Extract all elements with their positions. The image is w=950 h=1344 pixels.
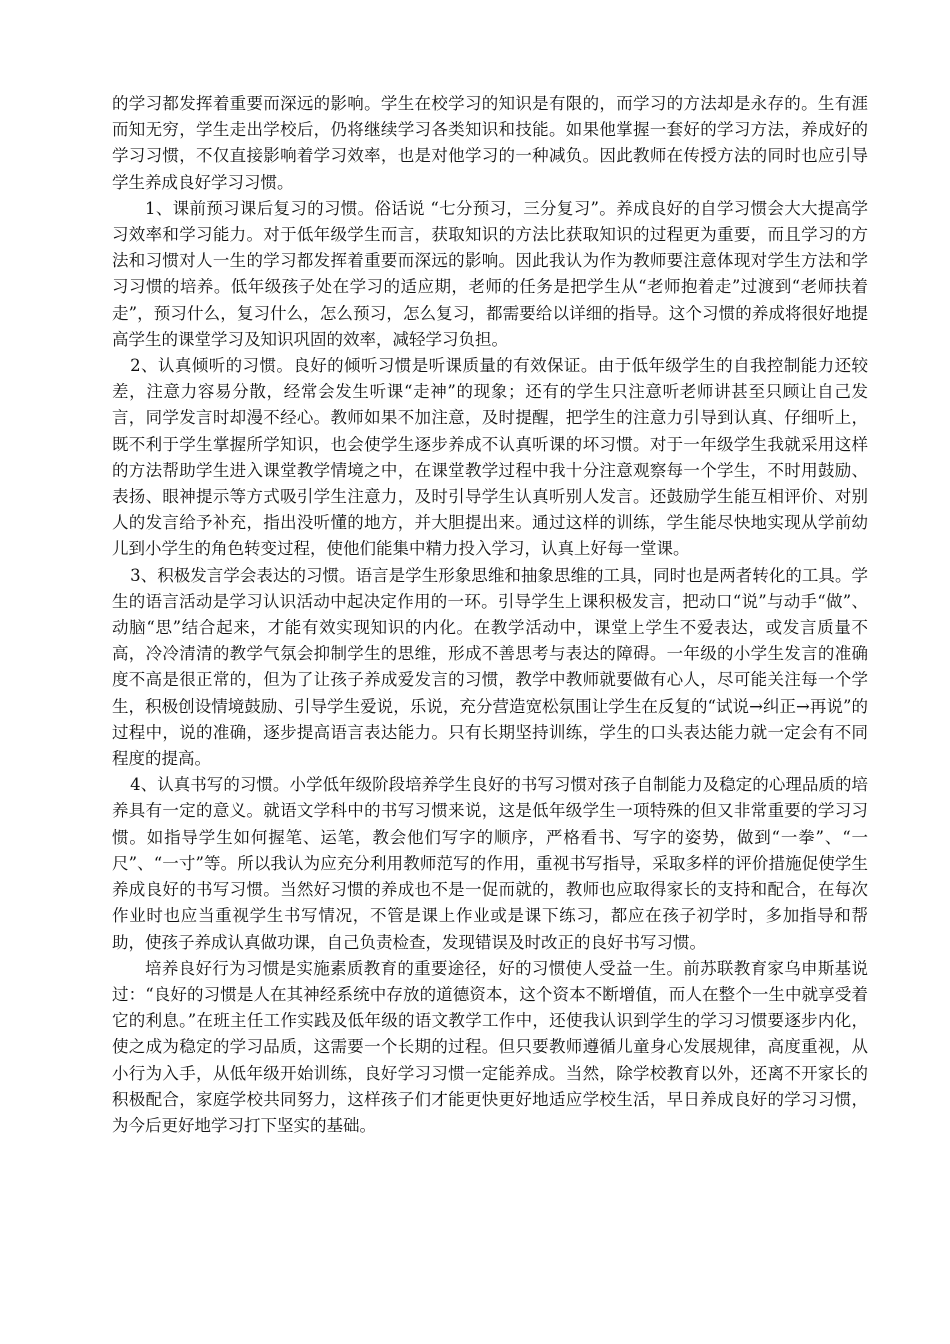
- paragraph-speaking-habit: 3、积极发言学会表达的习惯。语言是学生形象思维和抽象思维的工具，同时也是两者转化的工具。学生的语言活动是学习认识活动中起决定作用的一环。引导学生上课积极发言，把动口“说”与动手“做”、动脑“思”结合起来，才能有效实现知识的内化。在教学活动中，课堂上学生不爱表达，或发言质量不高，冷冷清清的教学气氛会抑制学生的思维，形成不善思考与表达的障碍。一年级的小学生发言的准确度不高是很正常的，但为了让孩子养成爱发言的习惯，教学中教师就要做有心人，尽可能关注每一个学生，积极创设情境鼓励、引导学生爱说，乐说，充分营造宽松氛围让学生在反复的“试说→纠正→再说”的过程中，说的准确，逐步提高语言表达能力。只有长期坚持训练，学生的口头表达能力就一定会有不同程度的提高。: [112, 565, 868, 769]
- paragraph-writing-habit: 4、认真书写的习惯。小学低年级阶段培养学生良好的书写习惯对孩子自制能力及稳定的心理品质的培养具有一定的意义。就语文学科中的书写习惯来说，这是低年级学生一项特殊的但又非常重要的学习习惯。如指导学生如何握笔、运笔，教会他们写字的顺序，严格看书、写字的姿势，做到“一拳”、“一尺”、“一寸”等。所以我认为应充分利用教师范写的作用，重视书写指导，采取多样的评价措施促使学生养成良好的书写习惯。当然好习惯的养成也不是一促而就的，教师也应取得家长的支持和配合，在每次作业时也应当重视学生书写情况，不管是课上作业或是课下练习，都应在孩子初学时，多加指导和帮助，使孩子养成认真做功课，自己负责检查，发现错误及时改正的良好书写习惯。: [112, 775, 868, 952]
- paragraph-preview-review-habit: 1、课前预习课后复习的习惯。俗话说 “七分预习，三分复习”。养成良好的自学习惯会大大提高学习效率和学习能力。对于低年级学生而言，获取知识的方法比获取知识的过程更为重要，而且学习的方法和习惯对人一生的学习都发挥着重要而深远的影响。因此我认为作为教师要注意体现对学生方法和学习习惯的培养。低年级孩子处在学习的适应期，老师的任务是把学生从“老师抱着走”过渡到“老师扶着走”，预习什么，复习什么，怎么预习，怎么复习，都需要给以详细的指导。这个习惯的养成将很好地提高学生的课堂学习及知识巩固的效率，减轻学习负担。: [112, 198, 868, 349]
- document-page: [112, 91, 868, 1139]
- paragraph-intro-continuation: 的学习都发挥着重要而深远的影响。学生在校学习的知识是有限的，而学习的方法却是永存的。生有涯而知无穷，学生走出学校后，仍将继续学习各类知识和技能。如果他掌握一套好的学习方法，养成好的学习习惯，不仅直接影响着学习效率，也是对他学习的一种减负。因此教师在传授方法的同时也应引导学生养成良好学习习惯。: [112, 94, 868, 192]
- paragraph-listening-habit: 2、认真倾听的习惯。良好的倾听习惯是听课质量的有效保证。由于低年级学生的自我控制能力还较差，注意力容易分散，经常会发生听课“走神”的现象；还有的学生只注意听老师讲甚至只顾让自己发言，同学发言时却漫不经心。教师如果不加注意，及时提醒，把学生的注意力引导到认真、仔细听上，既不利于学生掌握所学知识，也会使学生逐步养成不认真听课的坏习惯。对于一年级学生我就采用这样的方法帮助学生进入课堂教学情境之中，在课堂教学过程中我十分注意观察每一个学生，不时用鼓励、表扬、眼神提示等方式吸引学生注意力，及时引导学生认真听别人发言。还鼓励学生能互相评价、对别人的发言给予补充，指出没听懂的地方，并大胆提出来。通过这样的训练，学生能尽快地实现从学前幼儿到小学生的角色转变过程，使他们能集中精力投入学习，认真上好每一堂课。: [112, 356, 868, 559]
- paragraph-conclusion: 培养良好行为习惯是实施素质教育的重要途径，好的习惯使人受益一生。前苏联教育家乌申斯基说过：“良好的习惯是人在其神经系统中存放的道德资本，这个资本不断增值，而人在整个一生中就享受着它的利息。”在班主任工作实践及低年级的语文教学工作中，还使我认识到学生的学习习惯要逐步内化，使之成为稳定的学习品质，这需要一个长期的过程。但只要教师遵循儿童身心发展规律，高度重视，从小行为入手，从低年级开始训练，良好学习习惯一定能养成。当然，除学校教育以外，还离不开家长的积极配合，家庭学校共同努力，这样孩子们才能更快更好地适应学校生活，早日养成良好的学习习惯，为今后更好地学习打下坚实的基础。: [112, 958, 868, 1135]
